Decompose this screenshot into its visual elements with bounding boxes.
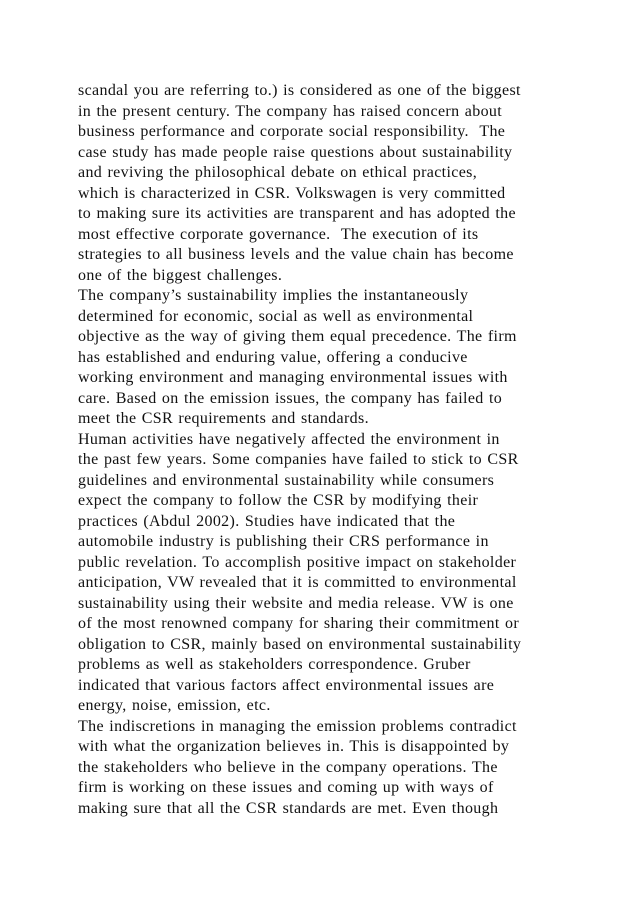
text-line: objective as the way of giving them equal precedence. The firm xyxy=(78,328,517,345)
text-line: Human activities have negatively affected the environment in xyxy=(78,430,500,448)
text-line: case study has made people raise questions about sustainability xyxy=(78,143,513,161)
text-line: of the most renowned company for sharing their commitment or xyxy=(78,615,520,632)
text-line: determined for economic, social as well as environmental xyxy=(78,307,474,325)
text-line: The indiscretions in managing the emission problems contradict xyxy=(78,717,517,735)
text-line: strategies to all business levels and the value chain has become xyxy=(78,246,514,263)
text-line: making sure that all the CSR standards are met. Even though xyxy=(78,799,499,817)
text-line: anticipation, VW revealed that it is committed to environmental xyxy=(78,574,517,591)
text-line: automobile industry is publishing their CRS performance in xyxy=(78,533,489,550)
text-line: indicated that various factors affect environmental issues are xyxy=(78,676,495,694)
text-line: in the present century. The company has raised concern about xyxy=(78,102,503,120)
text-line: energy, noise, emission, etc. xyxy=(78,697,271,714)
text-line: sustainability using their website and media release. VW is one xyxy=(78,594,514,612)
text-line: to making sure its activities are transparent and has adopted the xyxy=(78,205,516,222)
text-line: obligation to CSR, mainly based on environmental sustainability xyxy=(78,635,522,653)
text-line: which is characterized in CSR. Volkswagen is very committed xyxy=(78,184,506,202)
text-line: problems as well as stakeholders correspondence. Gruber xyxy=(78,656,471,673)
text-line: The company’s sustainability implies the instantaneously xyxy=(78,287,469,304)
text-line: most effective corporate governance. The execution of its xyxy=(78,225,479,243)
text-line: care. Based on the emission issues, the company has failed to xyxy=(78,389,503,407)
text-line: has established and enduring value, offering a conducive xyxy=(78,348,468,366)
text-line: meet the CSR requirements and standards. xyxy=(78,410,369,427)
text-line: and reviving the philosophical debate on ethical practices, xyxy=(78,164,478,181)
text-line: the past few years. Some companies have failed to stick to CSR xyxy=(78,451,519,468)
text-line: business performance and corporate social responsibility. The xyxy=(78,123,506,140)
text-line: with what the organization believes in. This is disappointed by xyxy=(78,738,510,755)
text-line: firm is working on these issues and coming up with ways of xyxy=(78,779,494,796)
text-line: the stakeholders who believe in the company operations. The xyxy=(78,758,498,776)
body-text xyxy=(78,81,578,819)
text-line: practices (Abdul 2002). Studies have indicated that the xyxy=(78,512,456,530)
text-line: working environment and managing environmental issues with xyxy=(78,369,508,386)
text-line: expect the company to follow the CSR by modifying their xyxy=(78,492,479,509)
text-line: one of the biggest challenges. xyxy=(78,266,283,284)
text-line: public revelation. To accomplish positive impact on stakeholder xyxy=(78,553,517,571)
text-line: guidelines and environmental sustainability while consumers xyxy=(78,471,495,489)
text-line: scandal you are referring to.) is considered as one of the biggest xyxy=(78,82,521,99)
